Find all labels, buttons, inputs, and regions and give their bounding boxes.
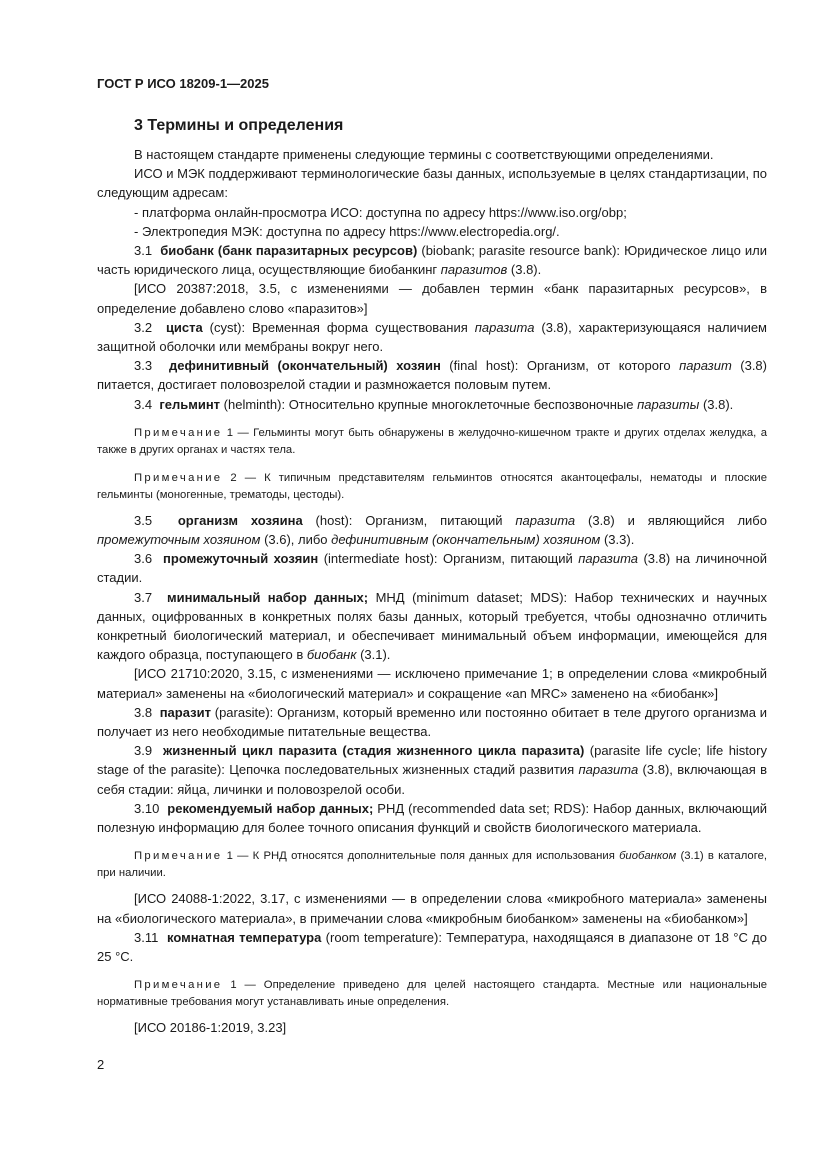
term-name: комнатная температура [166,929,322,945]
term-3-4: 3.4 гельминт (helminth): Относительно крупные многоклеточные беспозвоночные паразиты (3.8). [134,396,734,412]
term-reference: паразитов [440,262,508,278]
term-reference: паразита [578,762,639,778]
note-label: Примечание [134,850,223,863]
term-number: 3.6 [134,551,153,567]
intro-paragraph: В настоящем стандарте применены следующие термины с соответствующими определениями. [134,147,714,162]
term-reference: биобанком [619,850,677,863]
note-label: Примечание [134,979,223,992]
term-3-6: 3.6 промежуточный хозяин (intermediate host): Организм, питающий паразита (3.8) на личиночной стадии. [97,551,767,586]
term-source: [ИСО 20387:2018, 3.5, с изменениями — добавлен термин «банк паразитарных ресурсов», в определение добавлено слово «паразитов»] [97,281,767,316]
term-reference: промежуточным хозяином [97,532,261,548]
term-number: 3.1 [134,243,153,259]
note: Примечание 1 — Определение приведено для целей настоящего стандарта. Местные или национальные нормативные требования могут устанавливать иные определения. [97,979,767,1009]
term-number: 3.11 [134,929,159,945]
term-source: [ИСО 24088-1:2022, 3.17, с изменениями — в определении слова «микробного материала» заменены на «биологического материала», в примечании слова «микробным биобанком» заменены на «биобанком»] [97,891,767,926]
term-number: 3.9 [134,743,153,759]
term-name: биобанк (банк паразитарных ресурсов) [160,243,418,259]
document-body [97,145,767,1037]
term-3-7: 3.7 минимальный набор данных; МНД (minimum dataset; MDS): Набор технических и научных данных, оцифрованных в конкретных полях базы данных, который требуется, чтобы однозначно отличить конкретный биологический материал, и обеспечивает минимальный объем информации, имеющейся для каждого образца, поступающего в биобанк (3.1). [97,589,768,663]
term-reference: дефинитивным (окончательным) хозяином [331,532,601,548]
term-name: циста [165,319,203,335]
intro-paragraph: ИСО и МЭК поддерживают терминологические базы данных, используемые в целях стандартизации, по следующим адресам: [97,166,767,201]
term-reference: паразит [679,358,732,374]
note-label: Примечание [134,471,223,484]
term-3-5: 3.5 организм хозяина (host): Организм, питающий паразита (3.8) и являющийся либо промежуточным хозяином (3.6), либо дефинитивным (окончательным) хозяином (3.3). [97,512,767,548]
document-header: ГОСТ Р ИСО 18209-1—2025 [97,76,269,91]
term-reference: паразиты [637,396,700,412]
term-number: 3.4 [134,396,153,412]
term-number: 3.10 [134,800,160,816]
note: Примечание 2 — К типичным представителям гельминтов относятся акантоцефалы, нематоды и плоские гельминты (моногенные, трематоды, цестоды). [97,471,767,501]
term-number: 3.2 [134,319,153,335]
term-reference: паразита [474,319,535,335]
term-name: минимальный набор данных; [167,589,369,605]
term-number: 3.3 [134,358,153,374]
note: Примечание 1 — Гельминты могут быть обнаружены в желудочно-кишечном тракте и других отделах желудка, а также в других органах и частях тела. [97,426,767,456]
term-reference: паразита [578,551,638,567]
term-3-10: 3.10 рекомендуемый набор данных; РНД (recommended data set; RDS): Набор данных, включающий полезную информацию для более точного описания функций и свойств биологического материала. [97,800,768,836]
note-label: Примечание [134,426,223,439]
term-number: 3.7 [134,589,153,605]
bullet-item: - платформа онлайн-просмотра ИСО: доступна по адресу https://www.iso.org/obp; [134,204,627,220]
term-name: промежуточный хозяин [163,551,319,567]
term-reference: паразита [515,512,576,528]
term-3-2: 3.2 циста (cyst): Временная форма существования паразита (3.8), характеризующаяся наличием защитной оболочки или мембраны вокруг него. [97,319,767,355]
term-name: дефинитивный (окончательный) хозяин [169,358,441,374]
bullet-item: - Электропедия МЭК: доступна по адресу https://www.electropedia.org/. [134,223,560,239]
term-source: [ИСО 20186-1:2019, 3.23] [134,1020,287,1036]
term-name: организм хозяина [177,512,303,528]
term-3-8: 3.8 паразит (parasite): Организм, который временно или постоянно обитает в теле другого организма и получает из него необходимые питательные вещества. [97,704,767,740]
term-reference: биобанк [306,647,357,663]
section-title: 3 Термины и определения [134,117,344,134]
note: Примечание 1 — К РНД относятся дополнительные поля данных для использования биобанком (3.1) в каталоге, при наличии. [97,850,768,880]
term-name: паразит [159,704,211,720]
term-3-3: 3.3 дефинитивный (окончательный) хозяин (final host): Организм, от которого паразит (3.8) питается, достигает половозрелой стадии и размножается половым путем. [97,358,767,393]
term-source: [ИСО 21710:2020, 3.15, с изменениями — исключено примечание 1; в определении слова «микробный материал» заменены на «биологический материал» и сокращение «an MRC» заменено на «биобанк»] [97,666,767,701]
term-3-11: 3.11 комнатная температура (room temperature): Температура, находящаяся в диапазоне от 18 °С до 25 °С. [97,929,767,964]
term-3-9: 3.9 жизненный цикл паразита (стадия жизненного цикла паразита) (parasite life cycle; life history stage of the parasite): Цепочка последовательных жизненных стадий развития паразита (3.8), включающая в себя стадии: яйца, личинки и половозрелой особи. [97,743,767,797]
term-3-1: 3.1 биобанк (банк паразитарных ресурсов) (biobank; parasite resource bank): Юридическое лицо или часть юридического лица, осуществляющие биобанкинг паразитов (3.8). [97,243,768,278]
term-name: жизненный цикл паразита (стадия жизненного цикла паразита) [163,743,585,759]
page-number: 2 [97,1057,105,1072]
term-number: 3.8 [134,704,153,720]
term-name: гельминт [159,396,221,412]
term-number: 3.5 [134,512,153,528]
term-name: рекомендуемый набор данных; [167,800,374,816]
